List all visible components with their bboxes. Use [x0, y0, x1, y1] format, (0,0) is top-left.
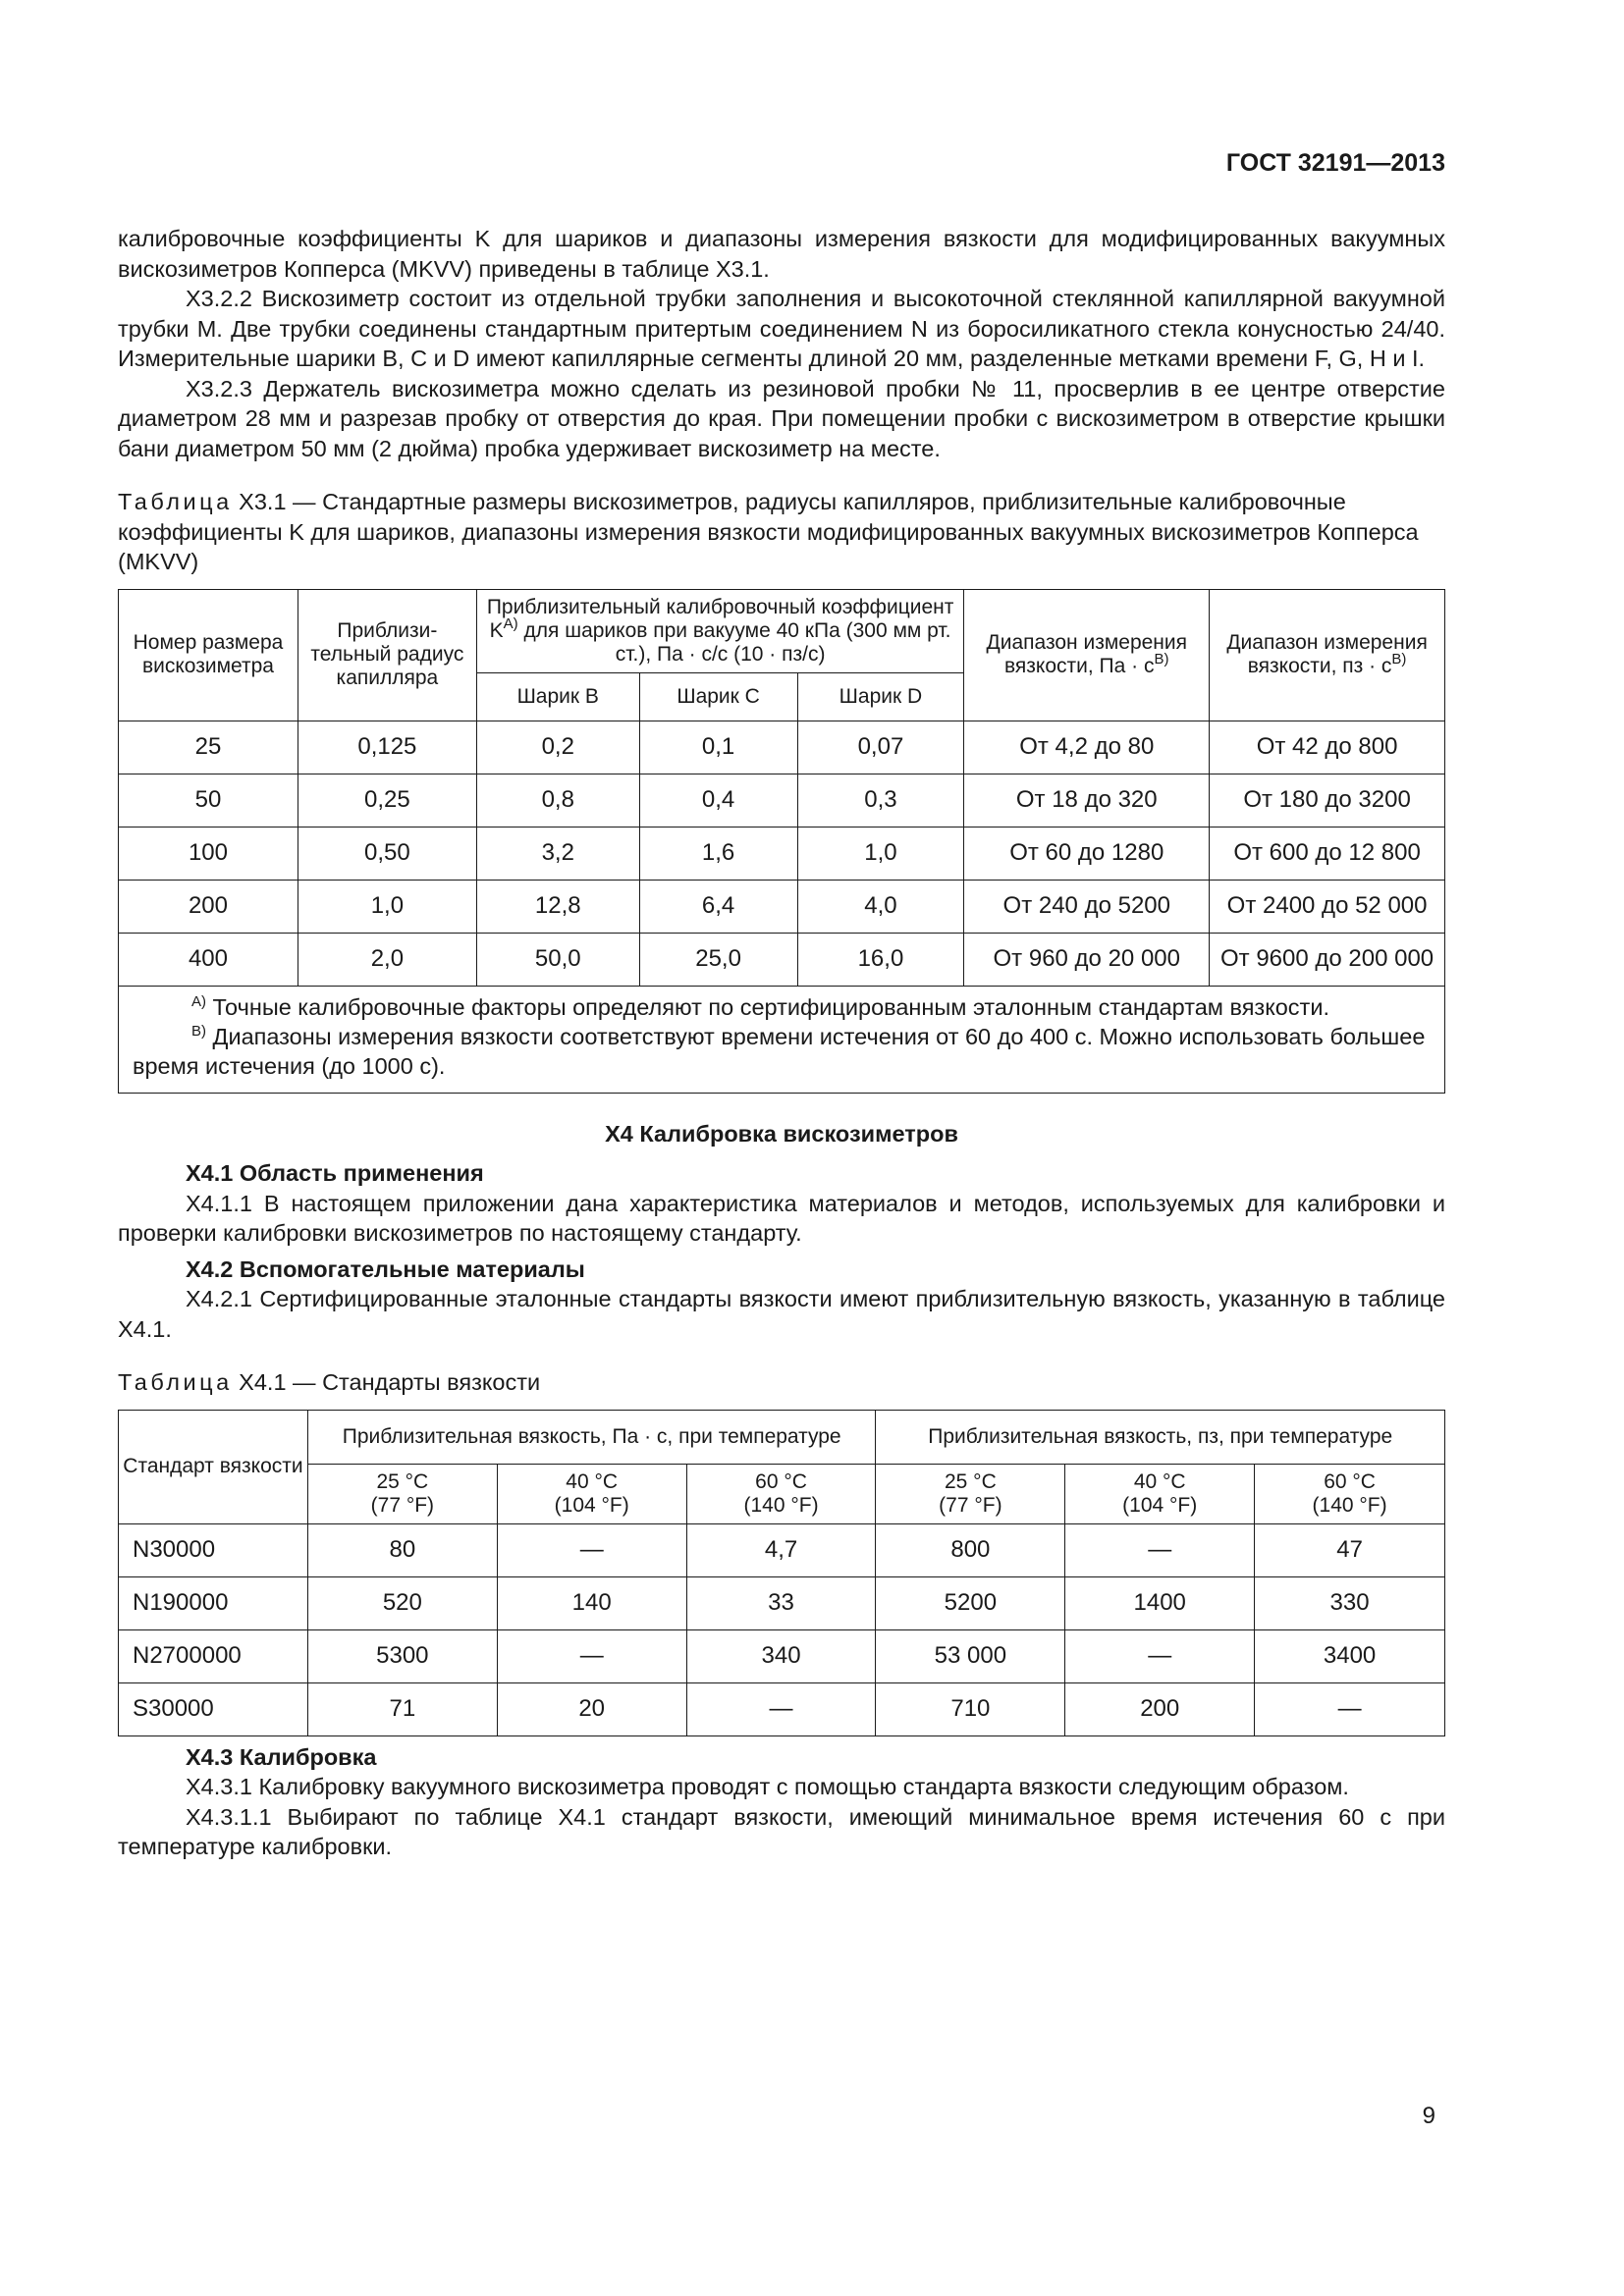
cell: 3400 — [1255, 1629, 1445, 1682]
cell: От 18 до 320 — [964, 774, 1210, 827]
page-number: 9 — [1422, 2103, 1435, 2129]
cell: 0,4 — [639, 774, 797, 827]
caption-label: Таблица — [118, 1369, 233, 1395]
cell: 12,8 — [476, 880, 639, 933]
paragraph-x4-1-1: Х4.1.1 В настоящем приложении дана характеристика материалов и методов, используемых для калибровки и проверки калибровки вискозиметров по настоящему стандарту. — [118, 1190, 1445, 1246]
header-temp-60: 60 °C (140 °F) — [1255, 1464, 1445, 1523]
cell: 1,0 — [298, 880, 476, 933]
cell: 1,0 — [797, 827, 964, 880]
cell: 140 — [497, 1576, 686, 1629]
cell: 710 — [876, 1682, 1065, 1735]
cell: 33 — [686, 1576, 876, 1629]
cell: 4,7 — [686, 1523, 876, 1576]
header-temp-25: 25 °C (77 °F) — [876, 1464, 1065, 1523]
cell: 520 — [307, 1576, 497, 1629]
table-x3-1 — [118, 589, 1445, 1094]
header-range-pa: Диапазон измерения вязкости, Па · $с^{B)}$ — [964, 589, 1210, 721]
table-notes-row — [119, 986, 1445, 1093]
standard-header: ГОСТ 32191—2013 — [1225, 149, 1445, 177]
header-temp-25: 25 °C (77 °F) — [307, 1464, 497, 1523]
caption-text: Х3.1 — Стандартные размеры вискозиметров, радиусы капилляров, приблизительные калибровочные коэффициенты K для шариков, диапазоны измерения вязкости модифицированных вакуумных вискозиметров Копперса (MKVV) — [118, 489, 1419, 574]
body-text — [118, 224, 1445, 1862]
cell: 200 — [1065, 1682, 1255, 1735]
table-header-row — [119, 1410, 1445, 1464]
cell: — — [497, 1629, 686, 1682]
cell: 200 — [119, 880, 298, 933]
subsection-x4-2: Х4.2 Вспомогательные материалы — [186, 1255, 585, 1282]
header-coefficient: Приблизительный калибровочный коэффициент $K^{A)}$ для шариков при вакууме 40 кПа (300 мм рт. ст.), Па · с/с (10 · пз/с) — [476, 589, 964, 672]
cell: — — [1255, 1682, 1445, 1735]
cell: 0,2 — [476, 721, 639, 774]
cell: 1400 — [1065, 1576, 1255, 1629]
cell: 50 — [119, 774, 298, 827]
cell: От 960 до 20 000 — [964, 933, 1210, 986]
cell: 800 — [876, 1523, 1065, 1576]
header-bulb-c: Шарик C — [639, 672, 797, 721]
header-bulb-b: Шарик B — [476, 672, 639, 721]
cell: 0,3 — [797, 774, 964, 827]
cell: От 180 до 3200 — [1210, 774, 1445, 827]
cell: 100 — [119, 827, 298, 880]
cell: 5300 — [307, 1629, 497, 1682]
paragraph-x4-3-1-1: Х4.3.1.1 Выбирают по таблице Х4.1 стандарт вязкости, имеющий минимальное время истечения 60 с при температуре калибровки. — [118, 1803, 1445, 1859]
table-row — [119, 933, 1445, 986]
cell: 50,0 — [476, 933, 639, 986]
cell: 2,0 — [298, 933, 476, 986]
cell: От 4,2 до 80 — [964, 721, 1210, 774]
table-x4-1 — [118, 1410, 1445, 1736]
cell: От 600 до 12 800 — [1210, 827, 1445, 880]
cell: 5200 — [876, 1576, 1065, 1629]
cell: 25,0 — [639, 933, 797, 986]
cell: 16,0 — [797, 933, 964, 986]
cell: 0,8 — [476, 774, 639, 827]
header-range-pz: Диапазон измерения вязкости, пз · $с^{B)}$ — [1210, 589, 1445, 721]
table-subheader-row — [119, 1464, 1445, 1523]
table-row — [119, 774, 1445, 827]
table-header-row — [119, 589, 1445, 672]
cell: N2700000 — [119, 1629, 308, 1682]
table-row — [119, 880, 1445, 933]
header-temp-40: 40 °C (104 °F) — [497, 1464, 686, 1523]
table-notes — [119, 986, 1445, 1093]
cell: От 2400 до 52 000 — [1210, 880, 1445, 933]
cell: 4,0 — [797, 880, 964, 933]
header-size: Номер размера вискозиметра — [119, 589, 298, 721]
header-viscosity-pa: Приблизительная вязкость, Па · с, при температуре — [307, 1410, 876, 1464]
note-b: $^{B)}$ Диапазоны измерения вязкости соответствуют времени истечения от 60 до 400 с. Можно использовать большее время истечения (до 1000 с). — [133, 1022, 1426, 1079]
cell: 0,25 — [298, 774, 476, 827]
cell: 340 — [686, 1629, 876, 1682]
table-x4-1-caption — [118, 1367, 1445, 1398]
cell: 53 000 — [876, 1629, 1065, 1682]
table-row — [119, 1629, 1445, 1682]
cell: От 60 до 1280 — [964, 827, 1210, 880]
cell: 3,2 — [476, 827, 639, 880]
cell: 1,6 — [639, 827, 797, 880]
section-title: Х4 Калибровка вискозиметров — [605, 1120, 958, 1147]
cell: 47 — [1255, 1523, 1445, 1576]
cell: 0,125 — [298, 721, 476, 774]
paragraph-x4-2-1: Х4.2.1 Сертифицированные эталонные стандарты вязкости имеют приблизительную вязкость, указанную в таблице Х4.1. — [118, 1286, 1445, 1342]
table-x3-1-caption — [118, 487, 1445, 577]
table-row — [119, 1523, 1445, 1576]
subsection-x4-3: Х4.3 Калибровка — [186, 1743, 377, 1770]
cell: 80 — [307, 1523, 497, 1576]
cell: 0,07 — [797, 721, 964, 774]
header-bulb-d: Шарик D — [797, 672, 964, 721]
table-row — [119, 721, 1445, 774]
cell: N30000 — [119, 1523, 308, 1576]
caption-text: Х4.1 — Стандарты вязкости — [232, 1369, 541, 1395]
cell: N190000 — [119, 1576, 308, 1629]
header-standard: Стандарт вязкости — [119, 1410, 308, 1523]
subsection-x4-1: Х4.1 Область применения — [186, 1160, 484, 1186]
cell: От 240 до 5200 — [964, 880, 1210, 933]
cell: 400 — [119, 933, 298, 986]
note-a: $^{A)}$ Точные калибровочные факторы определяют по сертифицированным эталонным стандартам вязкости. — [191, 992, 1329, 1020]
cell: — — [497, 1523, 686, 1576]
cell: 25 — [119, 721, 298, 774]
cell: 330 — [1255, 1576, 1445, 1629]
cell: 0,50 — [298, 827, 476, 880]
cell: — — [1065, 1523, 1255, 1576]
header-temp-60: 60 °C (140 °F) — [686, 1464, 876, 1523]
cell: 71 — [307, 1682, 497, 1735]
table-row — [119, 1682, 1445, 1735]
table-row — [119, 1576, 1445, 1629]
paragraph-x3-2-3: Х3.2.3 Держатель вискозиметра можно сделать из резиновой пробки № 11, просверлив в ее центре отверстие диаметром 28 мм и разрезав пробку от отверстия до края. При помещении пробки с вискозиметром в отверстие крышки бани диаметром 50 мм (2 дюйма) пробка удерживает вискозиметр на месте. — [118, 375, 1445, 461]
caption-label: Таблица — [118, 489, 233, 514]
cell: От 42 до 800 — [1210, 721, 1445, 774]
cell: 6,4 — [639, 880, 797, 933]
paragraph-x3-2-2: Х3.2.2 Вискозиметр состоит из отдельной трубки заполнения и высокоточной стеклянной капиллярной вакуумной трубки M. Две трубки соединены стандартным притертым соединением N из боросиликатного стекла конусностью 24/40. Измерительные шарики B, C и D имеют капиллярные сегменты длиной 20 мм, разделенные метками времени F, G, H и I. — [118, 286, 1445, 371]
header-temp-40: 40 °C (104 °F) — [1065, 1464, 1255, 1523]
paragraph-x3-2-1-end: калибровочные коэффициенты K для шариков и диапазоны измерения вязкости для модифицированных вакуумных вискозиметров Копперса (MKVV) приведены в таблице Х3.1. — [118, 226, 1445, 282]
header-viscosity-pz: Приблизительная вязкость, пз, при температуре — [876, 1410, 1445, 1464]
cell: S30000 — [119, 1682, 308, 1735]
header-radius: Приблизи-тельный радиус капилляра — [298, 589, 476, 721]
cell: 0,1 — [639, 721, 797, 774]
cell: От 9600 до 200 000 — [1210, 933, 1445, 986]
cell: 20 — [497, 1682, 686, 1735]
cell: — — [1065, 1629, 1255, 1682]
cell: — — [686, 1682, 876, 1735]
table-row — [119, 827, 1445, 880]
paragraph-x4-3-1: Х4.3.1 Калибровку вакуумного вискозиметра проводят с помощью стандарта вязкости следующим образом. — [186, 1774, 1349, 1799]
